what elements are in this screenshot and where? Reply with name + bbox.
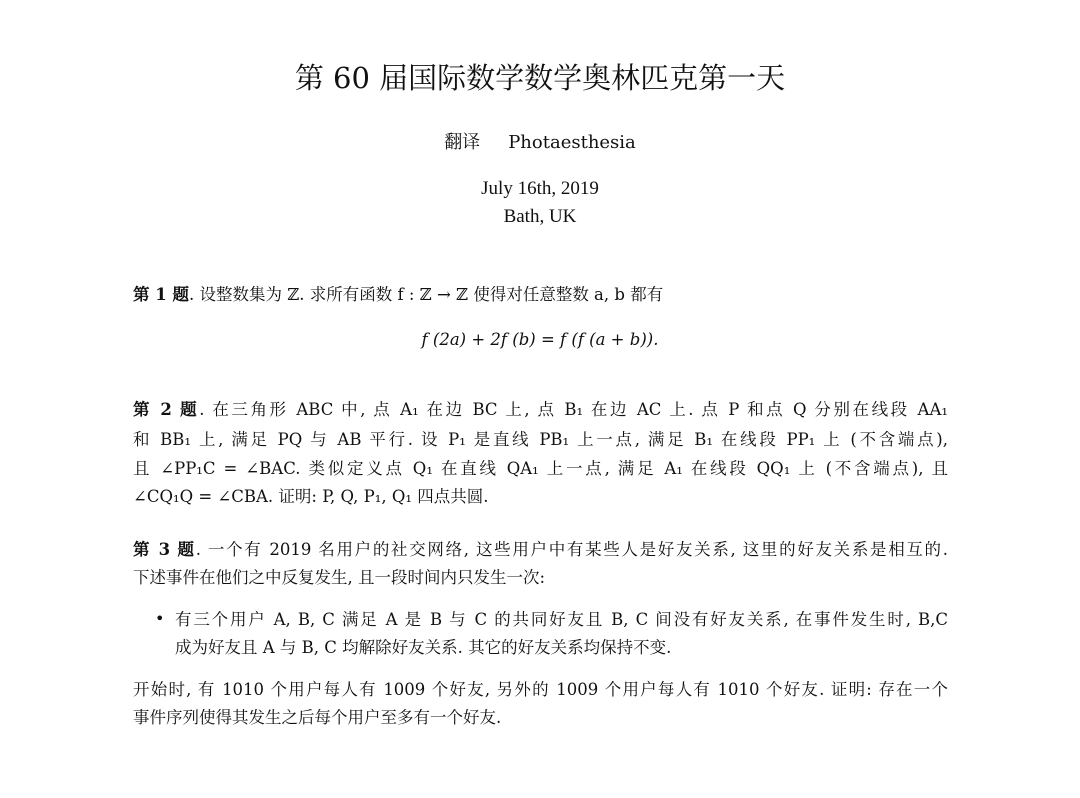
problem-1-line: 第 1 题. 设整数集为 ℤ. 求所有函数 f : ℤ → ℤ 使得对任意整数 a, b 都有 [133, 285, 664, 304]
problem-3-final-line: 开始时, 有 1010 个用户每人有 1009 个好友, 另外的 1009 个用户每人有 1010 个好友. 证明: 存在一个 [133, 680, 948, 699]
date: July 16th, 2019 [481, 178, 599, 199]
problem-2-line: 且 ∠PP₁C = ∠BAC. 类似定义点 Q₁ 在直线 QA₁ 上一点, 满足 A₁ 在线段 QQ₁ 上 (不含端点), 且 [133, 459, 948, 478]
translator-label: 翻译 [444, 132, 481, 153]
problem-3-label: 第 3 题 [133, 540, 196, 559]
problem-2-label: 第 2 题 [133, 400, 200, 419]
problem-1-label: 第 1 题 [133, 285, 189, 304]
document-title: 第 60 届国际数学数学奥林匹克第一天 [294, 61, 786, 95]
problem-2-line: 和 BB₁ 上, 满足 PQ 与 AB 平行. 设 P₁ 是直线 PB₁ 上一点, 满足 B₁ 在线段 PP₁ 上 (不含端点), [133, 430, 948, 449]
problem-2-line: ∠CQ₁Q = ∠CBA. 证明: P, Q, P₁, Q₁ 四点共圆. [133, 487, 489, 506]
translator-name: Photaesthesia [508, 132, 636, 153]
problem-3-bullet-line: 成为好友且 A 与 B, C 均解除好友关系. 其它的好友关系均保持不变. [175, 638, 672, 657]
problem-3-line: 第 3 题. 一个有 2019 名用户的社交网络, 这些用户中有某些人是好友关系, 这里的好友关系是相互的. [133, 540, 948, 559]
problem-2-line: 第 2 题. 在三角形 ABC 中, 点 A₁ 在边 BC 上, 点 B₁ 在边 AC 上. 点 P 和点 Q 分别在线段 AA₁ [133, 400, 948, 419]
problem-3-line: 下述事件在他们之中反复发生, 且一段时间内只发生一次: [133, 568, 546, 587]
place: Bath, UK [503, 206, 577, 227]
problem-3-bullet-line: 有三个用户 A, B, C 满足 A 是 B 与 C 的共同好友且 B, C 间没有好友关系, 在事件发生时, B,C [175, 610, 948, 629]
translator-line [0, 128, 1080, 154]
bullet-icon: • [155, 609, 165, 628]
problem-3-final-line: 事件序列使得其发生之后每个用户至多有一个好友. [133, 708, 502, 727]
problem-1-equation: f (2a) + 2f (b) = f (f (a + b)). [421, 330, 659, 349]
